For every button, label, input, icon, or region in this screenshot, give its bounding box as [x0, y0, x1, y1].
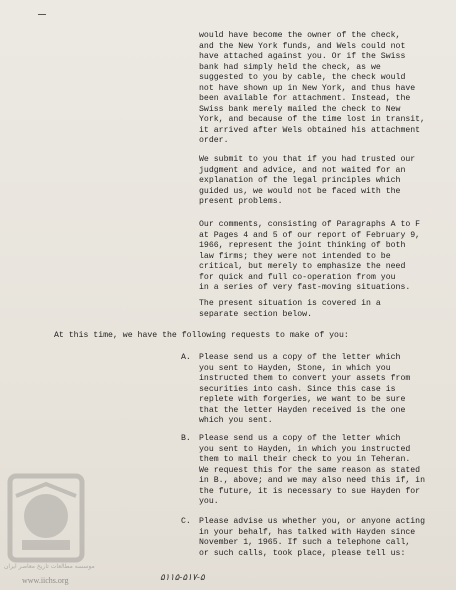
situation-line: separate section below.: [199, 309, 313, 319]
request-a-line: that the letter Hayden received is the one: [199, 405, 406, 415]
request-a-line: you sent to Hayden, Stone, in which you: [199, 363, 391, 373]
request-a-line: which you sent.: [199, 416, 273, 425]
request-c-line: or such calls, took place, please tell us:: [199, 548, 406, 558]
submit-line: guided us, we would not be faced with the: [199, 186, 401, 196]
request-a-marker: A.: [181, 353, 191, 362]
comments-line: at Pages 4 and 5 of our report of February 9,: [199, 230, 421, 240]
request-a-line: securities into cash. Since this case is: [199, 384, 396, 394]
requests-intro: At this time, we have the following requests to make of you:: [54, 331, 349, 340]
intro-line: been available for attachment. Instead, the: [199, 94, 411, 103]
intro-line: not have shown up in New York, and thus have: [199, 83, 416, 93]
request-b-line: the future, it is necessary to sue Hayden for: [199, 486, 421, 496]
request-b-text: [199, 434, 425, 508]
request-a-line: replete with forgeries, we want to be sure: [199, 395, 406, 404]
intro-line: order.: [199, 136, 229, 145]
comments-line: in a series of very fast-moving situations.: [199, 283, 411, 292]
request-c-line: in your behalf, has talked with Hayden since: [199, 527, 416, 537]
paragraph-submit: [199, 155, 415, 208]
archive-logo-watermark: [4, 466, 88, 578]
paragraph-intro: [199, 31, 425, 147]
watermark-url: www.iichs.org: [22, 576, 69, 585]
submit-line: We submit to you that if you had trusted our: [199, 155, 416, 164]
comments-line: Our comments, consisting of Paragraphs A to F: [199, 220, 421, 229]
paragraph-comments: [199, 220, 420, 294]
request-c-text: [199, 517, 425, 559]
comments-line: for quick and full co-operation from you: [199, 272, 396, 282]
intro-line: suggested to you by cable, the check would: [199, 73, 406, 82]
submit-line: present problems.: [199, 197, 283, 206]
intro-line: would have become the owner of the check,: [199, 31, 401, 40]
request-b-line: Please send us a copy of the letter which: [199, 434, 401, 443]
submit-line: explanation of the legal principles which: [199, 176, 401, 185]
request-b-line: them to mail their check to you in Teheran.: [199, 455, 411, 464]
submit-line: judgment and advice, and not waited for an: [199, 165, 406, 175]
margin-mark: [38, 14, 46, 15]
request-c-marker: C.: [181, 517, 191, 526]
intro-line: it arrived after Wels obtained his attachment: [199, 125, 421, 135]
request-b-line: you sent to Hayden, in which you instructed: [199, 444, 411, 454]
request-b-line: in B., above; and we may also need this if, in: [199, 476, 426, 485]
request-b-line: you.: [199, 497, 219, 506]
request-a-line: instructed them to convert your assets from: [199, 374, 411, 383]
request-a-line: Please send us a copy of the letter which: [199, 353, 401, 362]
request-b-marker: B.: [181, 434, 191, 443]
comments-line: critical, but merely to emphasize the need: [199, 262, 406, 271]
situation-line: The present situation is covered in a: [199, 299, 381, 308]
handwritten-reference: ۵۱۱۵-۵۱۷-۵: [160, 573, 205, 583]
intro-line: bank had simply held the check, as we: [199, 62, 381, 72]
request-b-line: We request this for the same reason as stated: [199, 465, 421, 475]
watermark-arabic-text: موسسه مطالعات تاریخ معاصر ایران: [4, 563, 95, 570]
request-c-line: November 1, 1965. If such a telephone call,: [199, 538, 411, 547]
paragraph-situation: [199, 299, 381, 320]
request-c-line: Please advise us whether you, or anyone acting: [199, 517, 426, 526]
comments-line: law firms; they were not intended to be: [199, 251, 391, 261]
intro-line: Swiss bank merely mailed the check to New: [199, 104, 401, 114]
intro-line: and the New York funds, and Wels could not: [199, 41, 406, 51]
intro-line: have attached against you. Or if the Swiss: [199, 52, 406, 61]
request-a-text: [199, 353, 410, 427]
intro-line: York, and because of the time lost in transit,: [199, 115, 426, 124]
comments-line: 1966, represent the joint thinking of both: [199, 241, 406, 250]
